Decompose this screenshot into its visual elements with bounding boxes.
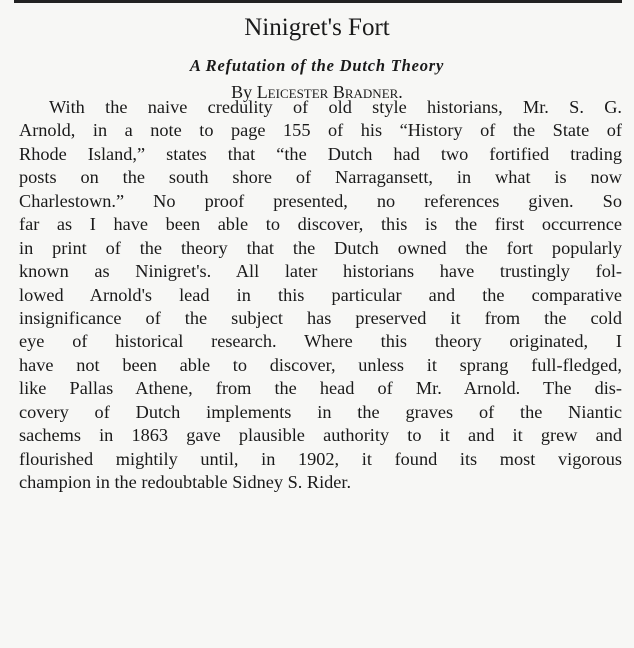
text-line: in print of the theory that the Dutch owned the fort popularly — [19, 237, 622, 258]
text-line: Rhode Island,” states that “the Dutch had two fortified trading — [19, 143, 622, 164]
text-line: insignificance of the subject has preserved it from the cold — [19, 307, 622, 328]
text-line: sachems in 1863 gave plausible authority to it and it grew and — [19, 425, 622, 446]
text-line: known as Ninigret's. All later historians have trustingly fol- — [19, 261, 622, 282]
text-line: With the naive credulity of old style historians, Mr. S. G. — [49, 97, 622, 117]
text-line: Arnold, in a note to page 155 of his “History of the State of — [19, 120, 622, 141]
article-subtitle: A Refutation of the Dutch Theory — [189, 56, 445, 75]
text-line: flourished mightily until, in 1902, it found its most vigorous — [19, 448, 622, 469]
top-rule — [14, 0, 622, 3]
text-line: champion in the redoubtable Sidney S. Rider. — [19, 472, 352, 492]
text-line: Charlestown.” No proof presented, no references given. So — [19, 190, 622, 211]
text-line: have not been able to discover, unless it sprang full-fledged, — [19, 354, 622, 375]
author-name: Leicester Bradner. — [256, 82, 403, 102]
text-line: far as I have been able to discover, this is the first occurrence — [19, 214, 622, 235]
article-body — [19, 96, 622, 494]
text-line: lowed Arnold's lead in this particular and the comparative — [19, 284, 622, 305]
article-title: Ninigret's Fort — [244, 14, 390, 41]
text-line: covery of Dutch implements in the graves of the Niantic — [19, 401, 622, 422]
text-line: like Pallas Athene, from the head of Mr. Arnold. The dis- — [19, 378, 622, 399]
text-line: eye of historical research. Where this theory originated, I — [19, 331, 622, 352]
byline-prefix: By — [231, 82, 253, 102]
text-line: posts on the south shore of Narragansett, in what is now — [19, 167, 622, 188]
